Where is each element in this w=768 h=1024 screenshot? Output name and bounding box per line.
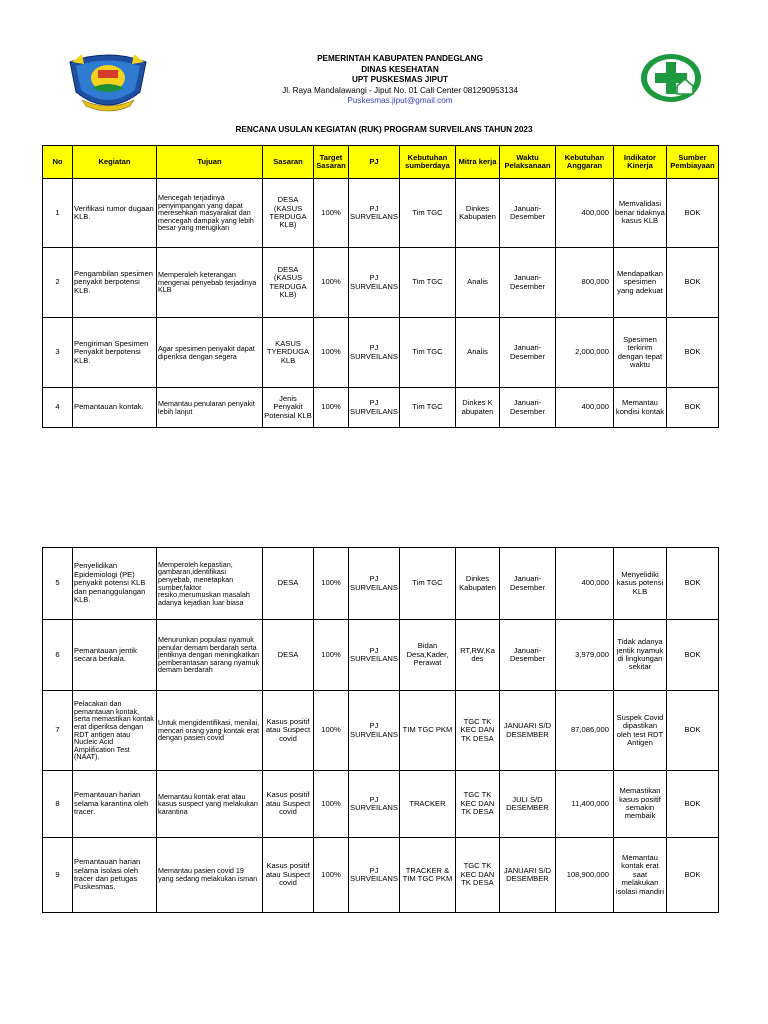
cell-waktu: JULI S/D DESEMBER <box>499 771 555 838</box>
cell-mitra: Analis <box>455 318 499 388</box>
cell-indikator: Spesimen terkirim dengan tepat waktu <box>613 318 666 388</box>
col-header-target-sasaran: Target Sasaran <box>314 146 349 179</box>
cell-target: 100% <box>314 248 349 318</box>
cell-sasaran: DESA <box>263 620 314 691</box>
cell-no: 9 <box>43 838 73 913</box>
col-header-indikator-kinerja: Indikator Kinerja <box>613 146 666 179</box>
cell-indikator: Memvalidasi benar tidaknya kasus KLB <box>613 179 666 248</box>
cell-sasaran: Jenis Penyakit Potensial KLB <box>263 388 314 428</box>
cell-indikator: Menyelidiki kasus potensi KLB <box>613 548 666 620</box>
cell-target: 100% <box>314 388 349 428</box>
cell-sumberdaya: TRACKER & TIM TGC PKM <box>399 838 455 913</box>
cell-waktu: Januari-Desember <box>499 388 555 428</box>
cell-kegiatan: Pemantauan harian selama karantina oleh tracer. <box>73 771 157 838</box>
cell-anggaran: 11,400,000 <box>555 771 613 838</box>
col-header-kegiatan: Kegiatan <box>73 146 157 179</box>
cell-indikator: Tidak adanya jentik nyamuk di lingkungan sekitar <box>613 620 666 691</box>
cell-target: 100% <box>314 548 349 620</box>
col-header-no: No <box>43 146 73 179</box>
cell-indikator: Memantau kondisi kontak <box>613 388 666 428</box>
cell-anggaran: 400,000 <box>555 548 613 620</box>
cell-waktu: Januari-Desember <box>499 548 555 620</box>
cell-mitra: Dinkes Kabupaten <box>455 179 499 248</box>
cell-no: 6 <box>43 620 73 691</box>
cell-pj: PJ SURVEILANS <box>349 838 400 913</box>
cell-anggaran: 2,000,000 <box>555 318 613 388</box>
col-header-waktu-pelaksanaan: Waktu Pelaksanaan <box>499 146 555 179</box>
cell-anggaran: 400,000 <box>555 388 613 428</box>
col-header-kebutuhan-sumberdaya: Kebutuhan sumberdaya <box>399 146 455 179</box>
cell-kegiatan: Pengambilan spesimen penyakit berpotensi KLB. <box>73 248 157 318</box>
cell-tujuan: Agar spesimen penyakit dapat diperiksa dengan segera <box>157 318 263 388</box>
col-header-mitra-kerja: Mitra kerja <box>455 146 499 179</box>
cell-sumberdaya: Tim TGC <box>399 248 455 318</box>
cell-indikator: Memantau kontak erat saat melakukan isolasi mandiri <box>613 838 666 913</box>
cell-sasaran: KASUS TYERDUGA KLB <box>263 318 314 388</box>
cell-sumberdaya: Bidan Desa,Kader, Perawat <box>399 620 455 691</box>
cell-anggaran: 87,086,000 <box>555 691 613 771</box>
cell-waktu: Januari-Desember <box>499 318 555 388</box>
cell-mitra: TGC TK KEC DAN TK DESA <box>455 691 499 771</box>
cell-pembiayaan: BOK <box>666 248 718 318</box>
table-row <box>43 179 719 248</box>
cell-waktu: Januari-Desember <box>499 179 555 248</box>
table-row <box>43 691 719 771</box>
cell-no: 7 <box>43 691 73 771</box>
table-header-row <box>43 146 719 179</box>
cell-target: 100% <box>314 771 349 838</box>
cell-sumberdaya: TIM TGC PKM <box>399 691 455 771</box>
cell-kegiatan: Pemantauan harian selama isolasi oleh tracer dan petugas Puskesmas. <box>73 838 157 913</box>
cell-target: 100% <box>314 691 349 771</box>
cell-pembiayaan: BOK <box>666 179 718 248</box>
cell-indikator: Suspek Covid dipastikan oleh test RDT Antigen <box>613 691 666 771</box>
cell-pj: PJ SURVEILANS <box>349 771 400 838</box>
cell-indikator: Mendapatkan spesimen yang adekuat <box>613 248 666 318</box>
cell-pembiayaan: BOK <box>666 771 718 838</box>
kabupaten-pandeglang-logo <box>68 52 148 114</box>
cell-tujuan: Memperoleh kepastian, gambaran,identifikasi penyebab, menetapkan sumber,faktor resiko,merumuskan masalah adanya kejadian luar biasa <box>157 548 263 620</box>
letterhead <box>200 54 600 107</box>
cell-sumberdaya: TRACKER <box>399 771 455 838</box>
cell-pj: PJ SURVEILANS <box>349 691 400 771</box>
cell-sumberdaya: Tim TGC <box>399 388 455 428</box>
col-header-kebutuhan-anggaran: Kebutuhan Anggaran <box>555 146 613 179</box>
cell-kegiatan: Pelacakan dan pemantauan kontak, serta memastikan kontak erat diperiksa dengan RDT antigen atau Nucleic Acid Amplification Test (NAAT). <box>73 691 157 771</box>
cell-tujuan: Mencegah terjadinya penyimpangan yang dapat meresehkan masyarakat dan mencegah dampak yang lebih besar yang merugikan <box>157 179 263 248</box>
cell-no: 5 <box>43 548 73 620</box>
cell-mitra: RT,RW,Ka des <box>455 620 499 691</box>
cell-kegiatan: Pemantauan jentik secara berkala. <box>73 620 157 691</box>
cell-pembiayaan: BOK <box>666 548 718 620</box>
cell-pj: PJ SURVEILANS <box>349 388 400 428</box>
cell-target: 100% <box>314 179 349 248</box>
cell-sumberdaya: Tim TGC <box>399 548 455 620</box>
cell-pembiayaan: BOK <box>666 388 718 428</box>
col-header-sumber-pembiayaan: Sumber Pembiayaan <box>666 146 718 179</box>
cell-no: 4 <box>43 388 73 428</box>
cell-target: 100% <box>314 318 349 388</box>
cell-pj: PJ SURVEILANS <box>349 179 400 248</box>
cell-sumberdaya: Tim TGC <box>399 318 455 388</box>
cell-pj: PJ SURVEILANS <box>349 620 400 691</box>
cell-tujuan: Memantau penularan penyakit lebih lanjut <box>157 388 263 428</box>
table-row <box>43 548 719 620</box>
cell-kegiatan: Pemantauan kontak. <box>73 388 157 428</box>
ruk-table-part-1 <box>42 145 719 428</box>
cell-kegiatan: Verifikasi rumor dugaan KLB. <box>73 179 157 248</box>
col-header-pj: PJ <box>349 146 400 179</box>
cell-sasaran: DESA (KASUS TERDUGA KLB) <box>263 248 314 318</box>
cell-mitra: Dinkes Kabupaten <box>455 548 499 620</box>
cell-pembiayaan: BOK <box>666 620 718 691</box>
cell-pj: PJ SURVEILANS <box>349 318 400 388</box>
unit-name: UPT PUSKESMAS JIPUT <box>352 75 448 84</box>
agency-name: DINAS KESEHATAN <box>361 64 439 74</box>
col-header-sasaran: Sasaran <box>263 146 314 179</box>
cell-tujuan: Menurunkan populasi nyamuk penular demam berdarah serta jentiknya dengan meningkatkan pemberantasan sarang nyamuk demam berdarah <box>157 620 263 691</box>
address-text: Jl. Raya Mandalawangi - Jiput No. 01 Call Center 081290953134 <box>282 85 518 95</box>
cell-sasaran: Kasus positif atau Suspect covid <box>263 838 314 913</box>
cell-no: 8 <box>43 771 73 838</box>
cell-waktu: Januari-Desember <box>499 248 555 318</box>
cell-tujuan: Untuk mengidentifikasi, menilai, mencari orang yang kontak erat dengan pasien covid <box>157 691 263 771</box>
table-row <box>43 318 719 388</box>
cell-sasaran: DESA (KASUS TERDUGA KLB) <box>263 179 314 248</box>
table-row <box>43 248 719 318</box>
cell-kegiatan: Pengiriman Spesimen Penyakit berpotensi KLB. <box>73 318 157 388</box>
ruk-table-part-2 <box>42 547 719 913</box>
cell-indikator: Memastikan kasus positif semakin membaik <box>613 771 666 838</box>
cell-pembiayaan: BOK <box>666 691 718 771</box>
cell-anggaran: 400,000 <box>555 179 613 248</box>
cell-anggaran: 800,000 <box>555 248 613 318</box>
government-name: PEMERINTAH KABUPATEN PANDEGLANG <box>317 54 483 63</box>
table-row <box>43 838 719 913</box>
puskesmas-logo <box>639 52 703 104</box>
cell-mitra: TGC TK KEC DAN TK DESA <box>455 771 499 838</box>
cell-waktu: JANUARI S/D DESEMBER <box>499 838 555 913</box>
cell-sasaran: DESA <box>263 548 314 620</box>
cell-sumberdaya: Tim TGC <box>399 179 455 248</box>
cell-mitra: Analis <box>455 248 499 318</box>
cell-waktu: JANUARI S/D DESEMBER <box>499 691 555 771</box>
email-link[interactable]: Puskesmas.jiput@gmail.com <box>347 96 453 105</box>
cell-pembiayaan: BOK <box>666 318 718 388</box>
cell-target: 100% <box>314 838 349 913</box>
cell-sasaran: Kasus positif atau Suspect covid <box>263 691 314 771</box>
col-header-tujuan: Tujuan <box>157 146 263 179</box>
cell-no: 1 <box>43 179 73 248</box>
cell-no: 2 <box>43 248 73 318</box>
cell-tujuan: Memantau kontak erat atau kasus suspect yang melakukan karantina <box>157 771 263 838</box>
cell-pembiayaan: BOK <box>666 838 718 913</box>
cell-pj: PJ SURVEILANS <box>349 248 400 318</box>
table-row <box>43 771 719 838</box>
cell-waktu: Januari-Desember <box>499 620 555 691</box>
cell-sasaran: Kasus positif atau Suspect covid <box>263 771 314 838</box>
cell-tujuan: Memantau pasien covid 19 yang sedang melakukan isman <box>157 838 263 913</box>
cell-kegiatan: Penyelidikan Epidemiologi (PE) penyakit potensi KLB dan penanggulangan KLB. <box>73 548 157 620</box>
cell-anggaran: 108,900,000 <box>555 838 613 913</box>
table-row <box>43 620 719 691</box>
cell-mitra: Dinkes K abupaten <box>455 388 499 428</box>
cell-no: 3 <box>43 318 73 388</box>
cell-anggaran: 3,979,000 <box>555 620 613 691</box>
cell-pj: PJ SURVEILANS <box>349 548 400 620</box>
table-row <box>43 388 719 428</box>
cell-mitra: TGC TK KEC DAN TK DESA <box>455 838 499 913</box>
cell-tujuan: Memperoleh keterangan mengenai penyebab terjadinya KLB <box>157 248 263 318</box>
document-title: RENCANA USULAN KEGIATAN (RUK) PROGRAM SURVEILANS TAHUN 2023 <box>235 125 533 134</box>
cell-target: 100% <box>314 620 349 691</box>
